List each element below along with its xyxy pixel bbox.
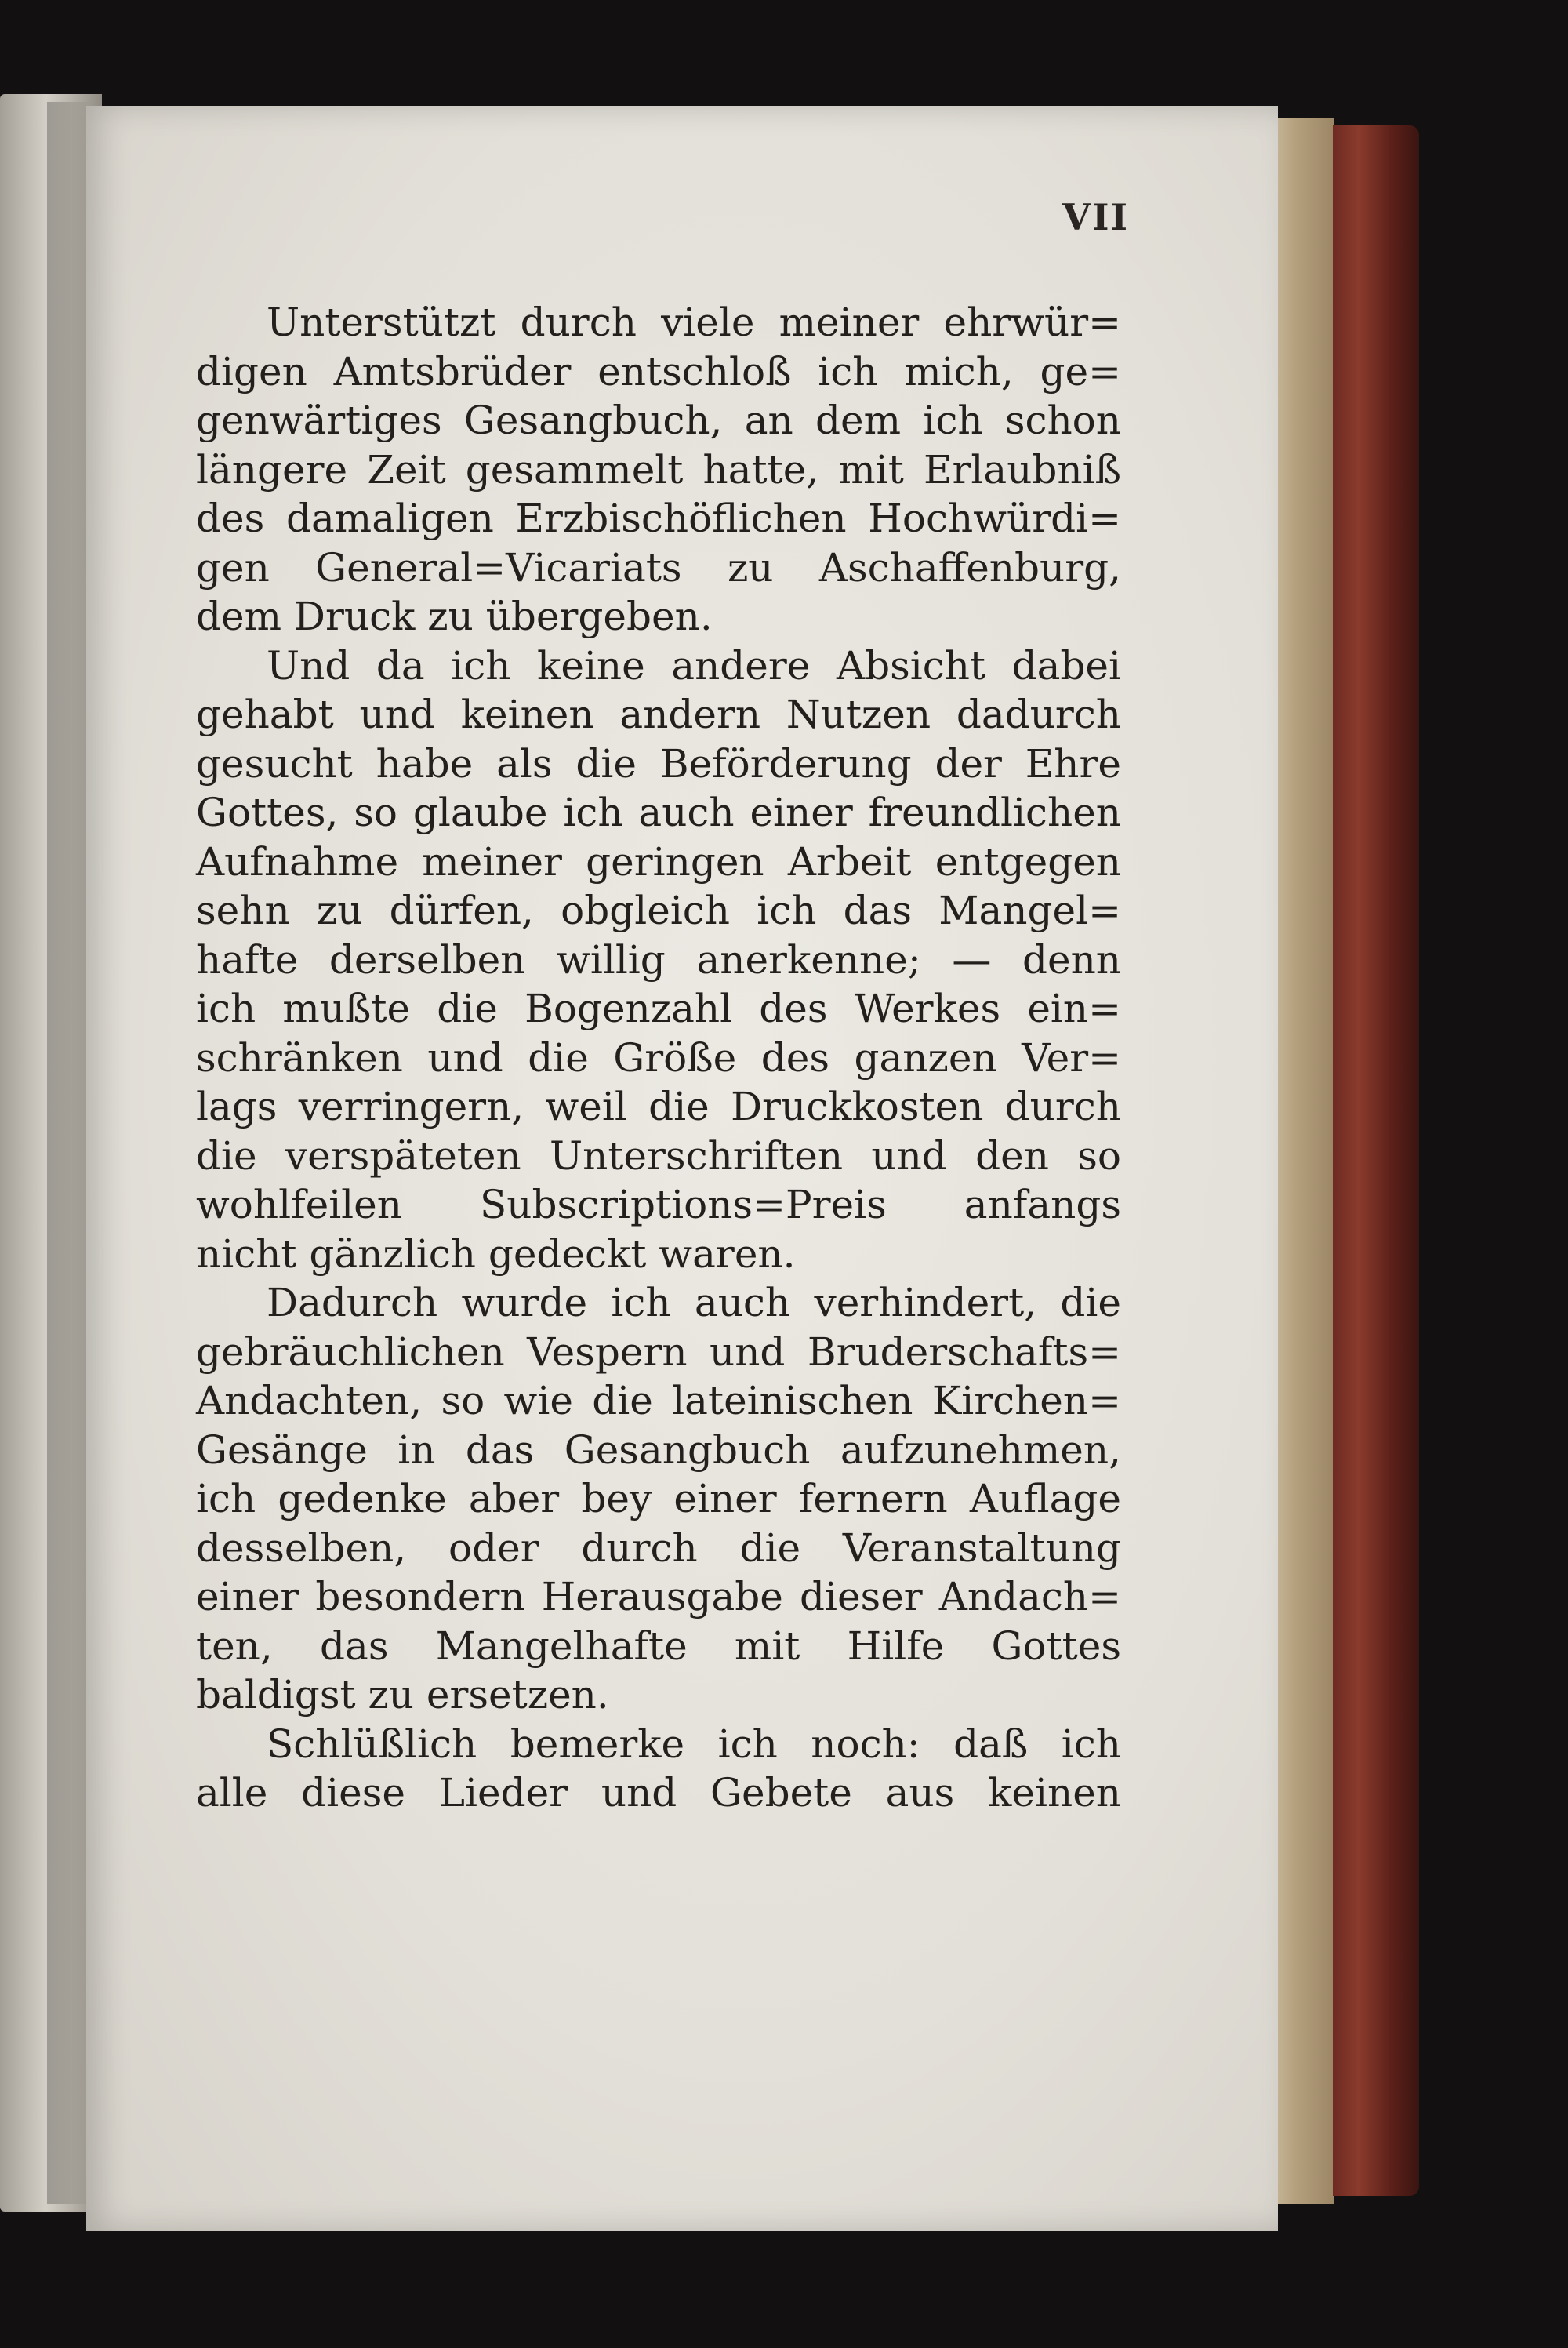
text-line: Gesänge in das Gesangbuch aufzunehmen, <box>196 1427 1121 1473</box>
text-line: Schlüßlich bemerke ich noch: daß ich <box>267 1721 1121 1767</box>
text-line: des damaligen Erzbischöflichen Hochwürdi= <box>196 496 1121 541</box>
text-line: ich gedenke aber bey einer fernern Auflage <box>196 1476 1121 1521</box>
text-line: einer besondern Herausgabe dieser Andach= <box>196 1574 1121 1619</box>
paragraph-1 <box>196 298 1121 642</box>
text-line: Und da ich keine andere Absicht dabei <box>267 642 1121 689</box>
text-line: gen General=Vicariats zu Aschaffenburg, <box>196 544 1121 591</box>
text-line: lags verringern, weil die Druckkosten durch <box>196 1084 1121 1129</box>
text-line: wohlfeilen Subscriptions=Preis anfangs <box>196 1182 1121 1227</box>
text-line: Dadurch wurde ich auch verhindert, die <box>267 1280 1121 1325</box>
text-line: längere Zeit gesammelt hatte, mit Erlaubniß <box>196 446 1121 492</box>
text-line: genwärtiges Gesangbuch, an dem ich schon <box>196 398 1121 443</box>
text-line: gebräuchlichen Vespern und Bruderschafts= <box>196 1328 1121 1375</box>
text-line: Unterstützt durch viele meiner ehrwür= <box>267 300 1121 345</box>
text-line: baldigst zu ersetzen. <box>196 1672 609 1717</box>
text-line: sehn zu dürfen, obgleich ich das Mangel= <box>196 888 1121 933</box>
book-cover-edge <box>1333 125 1419 2196</box>
text-line: desselben, oder durch die Veranstaltung <box>196 1525 1121 1571</box>
text-line: Gottes, so glaube ich auch einer freundlichen <box>196 790 1121 835</box>
text-line: Andachten, so wie die lateinischen Kirchen= <box>196 1378 1121 1423</box>
text-line: nicht gänzlich gedeckt waren. <box>196 1230 796 1277</box>
page-number: VII <box>1062 196 1129 238</box>
paragraph-2 <box>196 642 1121 1279</box>
text-line: schränken und die Größe des ganzen Ver= <box>196 1034 1121 1081</box>
text-line: Aufnahme meiner geringen Arbeit entgegen <box>196 838 1121 885</box>
text-line: ich mußte die Bogenzahl des Werkes ein= <box>196 986 1121 1031</box>
page-text <box>196 298 1121 1818</box>
text-line: die verspäteten Unterschriften und den so <box>196 1132 1121 1179</box>
paragraph-4 <box>196 1720 1121 1818</box>
fore-edge <box>1272 118 1334 2204</box>
text-line: ten, das Mangelhafte mit Hilfe Gottes <box>196 1623 1121 1669</box>
text-line: digen Amtsbrüder entschloß ich mich, ge= <box>196 348 1121 394</box>
text-line: hafte derselben willig anerkenne; — denn <box>196 936 1121 983</box>
text-line: gehabt und keinen andern Nutzen dadurch <box>196 692 1121 737</box>
text-line: gesucht habe als die Beförderung der Ehre <box>196 740 1121 787</box>
text-line: dem Druck zu übergeben. <box>196 594 713 639</box>
paragraph-3 <box>196 1278 1121 1720</box>
text-line: alle diese Lieder und Gebete aus keinen <box>196 1770 1121 1816</box>
